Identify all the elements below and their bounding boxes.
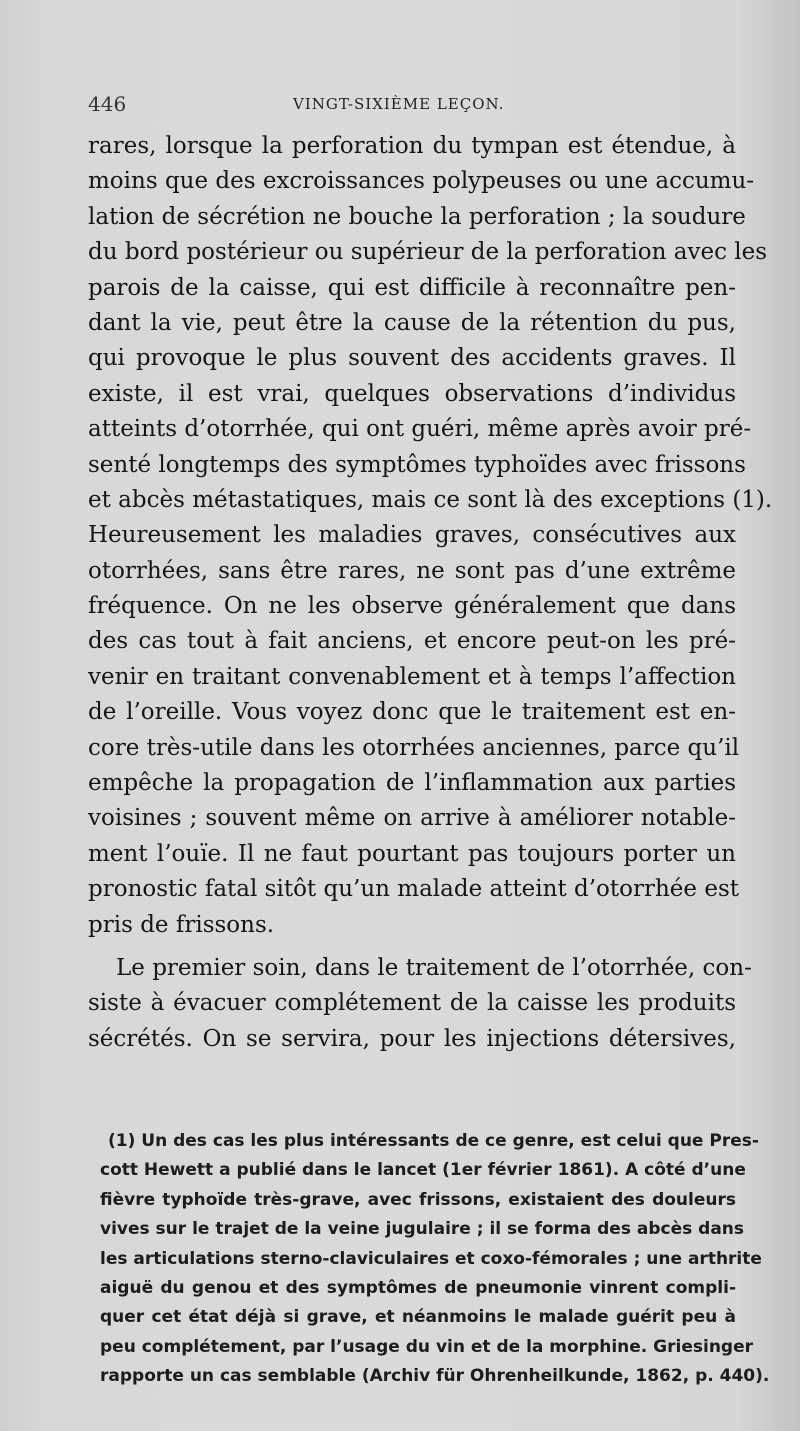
footnote-line: peu complétement, par l’usage du vin et de la morphine. Griesinger	[100, 1336, 753, 1357]
footnote-line: vives sur le trajet de la veine jugulaire ; il se forma des abcès dans	[100, 1219, 745, 1240]
text-line: pronostic fatal sitôt qu’un malade atteint d’otorrhée est	[88, 876, 739, 903]
text-line: Le premier soin, dans le traitement de l’otorrhée, con-	[116, 954, 752, 981]
text-line: sécrétés. On se servira, pour les injections détersives,	[88, 1025, 736, 1052]
text-line: du bord postérieur ou supérieur de la perforation avec les	[88, 239, 768, 266]
text-line: empêche la propagation de l’inflammation aux parties	[88, 770, 736, 797]
text-line: senté longtemps des symptômes typhoïdes avec frissons	[88, 451, 746, 478]
text-line: moins que des excroissances polypeuses ou une accumu-	[88, 168, 755, 195]
text-line: atteints d’otorrhée, qui ont guéri, même après avoir pré-	[88, 416, 752, 443]
text-line: de l’oreille. Vous voyez donc que le traitement est en-	[88, 699, 736, 726]
text-line: ment l’ouïe. Il ne faut pourtant pas toujours porter un	[88, 840, 736, 867]
text-line: des cas tout à fait anciens, et encore peut-on les pré-	[88, 628, 736, 655]
text-line: voisines ; souvent même on arrive à améliorer notable-	[88, 805, 736, 832]
text-line: Heureusement les maladies graves, consécutives aux	[88, 522, 736, 549]
text-line: otorrhées, sans être rares, ne sont pas d’une extrême	[88, 557, 736, 584]
text-line: rares, lorsque la perforation du tympan est étendue, à	[88, 133, 736, 159]
footnote-line: les articulations sterno-claviculaires et coxo-fémorales ; une arthrite	[100, 1248, 762, 1269]
running-head	[88, 92, 748, 122]
main-text	[88, 129, 773, 1057]
footnote-line: (1) Un des cas les plus intéressants de ce genre, est celui que Pres-	[108, 1131, 759, 1151]
text-line: dant la vie, peut être la cause de la rétention du pus,	[88, 309, 736, 336]
page-number: 446	[88, 92, 127, 116]
text-line: parois de la caisse, qui est difficile à reconnaître pen-	[88, 274, 736, 301]
footnote-line: aiguë du genou et des symptômes de pneumonie vinrent compli-	[100, 1277, 736, 1298]
text-line: venir en traitant convenablement et à temps l’affection	[88, 663, 736, 690]
text-line: fréquence. On ne les observe généralement que dans	[88, 593, 736, 620]
running-title: VINGT-SIXIÈME LEÇON.	[293, 95, 505, 113]
footnote	[100, 1127, 770, 1392]
text-line: qui provoque le plus souvent des accidents graves. Il	[88, 345, 736, 372]
text-line: siste à évacuer complétement de la caisse les produits	[88, 990, 736, 1017]
text-line: core très-utile dans les otorrhées anciennes, parce qu’il	[88, 734, 740, 761]
text-line: pris de frissons.	[88, 911, 275, 938]
text-line: lation de sécrétion ne bouche la perforation ; la soudure	[88, 203, 746, 230]
footnote-line: quer cet état déjà si grave, et néanmoins le malade guérit peu à	[100, 1307, 736, 1328]
footnote-line: rapporte un cas semblable (Archiv für Ohrenheilkunde, 1862, p. 440).	[100, 1366, 770, 1387]
footnote-line: fièvre typhoïde très-grave, avec frissons, existaient des douleurs	[100, 1189, 736, 1210]
footnote-line: cott Hewett a publié dans le lancet (1er février 1861). A côté d’une	[100, 1160, 746, 1181]
text-line: existe, il est vrai, quelques observations d’individus	[88, 380, 736, 407]
text-line: et abcès métastatiques, mais ce sont là des exceptions (1).	[88, 486, 773, 513]
